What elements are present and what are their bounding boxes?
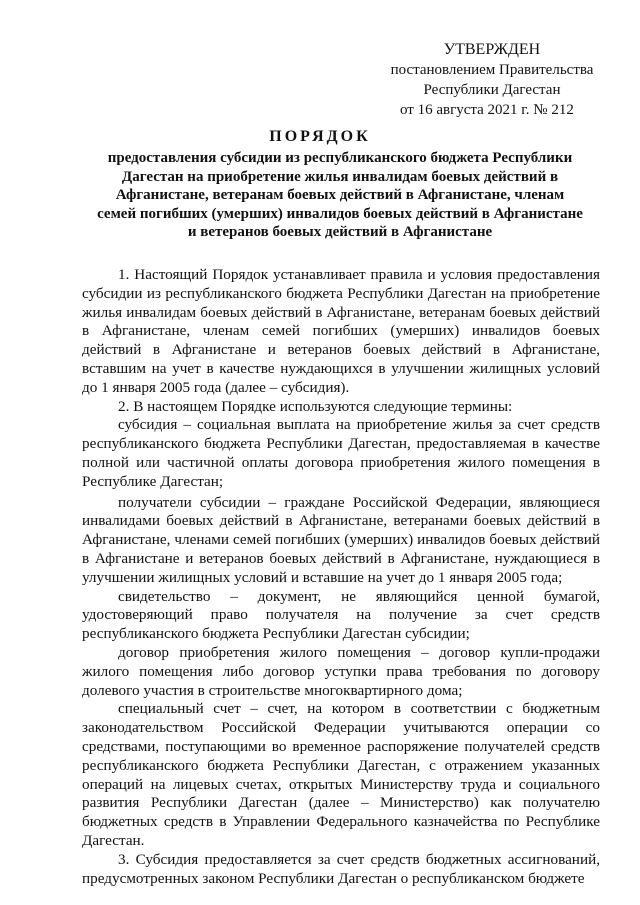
document-title: ПОРЯДОК <box>269 128 371 145</box>
paragraph-4: получатели субсидии – граждане Российской Федерации, являющиеся инвалидами боевых действий в Афганистане, ветеранами боевых действий в Афганистане, членами семей погибших (умерших) инвалидов боевых действий в Афганистане и ветеранов боевых действий в Афганистане, нуждающиеся в улучшении жилищных условий и вставшие на учет до 1 января 2005 года; <box>82 493 600 586</box>
paragraph-3: субсидия – социальная выплата на приобретение жилья за счет средств республиканского бюджета Республики Дагестан, предоставляемая в качестве полной или частичной оплаты договора приобретения жилого помещения в Республике Дагестан; <box>82 416 600 490</box>
document-body <box>82 266 600 888</box>
approval-line-2: Республики Дагестан <box>423 82 561 98</box>
paragraph-6: договор приобретения жилого помещения – договор купли-продажи жилого помещения либо договор уступки права требования по договору долевого участия в строительстве многоквартирного дома; <box>82 643 600 699</box>
approval-heading: УТВЕРЖДЕН <box>443 41 541 58</box>
paragraph-7: специальный счет – счет, на котором в соответствии с бюджетным законодательством Российской Федерации учитываются операции со средствами, поступающими во временное распоряжение получателей средств республиканского бюджета Республики Дагестан, с отражением указанных операций на лицевых счетах, открытых Министерству труда и социального развития Республики Дагестан (далее – Министерство) как получателю бюджетных средств в Управлении Федерального казначейства по Республике Дагестан. <box>82 700 600 849</box>
paragraph-8: 3. Субсидия предоставляется за счет средств бюджетных ассигнований, предусмотренных законом Республики Дагестан о республиканском бюджете <box>82 850 600 887</box>
document-subtitle: предоставления субсидии из республиканского бюджета Республики Дагестан на приобретение жилья инвалидам боевых действий в Афганистане, ветеранам боевых действий в Афганистане, членам семей погибших (умерших) инвалидов боевых действий в Афганистане и ветеранов боевых действий в Афганистане <box>97 150 583 240</box>
approval-stamp-block <box>380 40 604 120</box>
approval-date: от 16 августа 2021 г. № 212 <box>400 102 574 118</box>
paragraph-1: 1. Настоящий Порядок устанавливает правила и условия предоставления субсидии из республиканского бюджета Республики Дагестан на приобретение жилья инвалидам боевых действий в Афганистане, ветеранам боевых действий в Афганистане, членам семей погибших (умерших) инвалидов боевых действий в Афганистане и ветеранов боевых действий в Афганистане, вставшим на учет в качестве нуждающихся в улучшении жилищных условий до 1 января 2005 года (далее – субсидия). <box>82 266 600 396</box>
approval-line-1: постановлением Правительства <box>390 62 594 78</box>
paragraph-2: 2. В настоящем Порядке используются следующие термины: <box>118 397 513 415</box>
paragraph-5: свидетельство – документ, не являющийся ценной бумагой, удостоверяющий право получателя на получение за счет средств республиканского бюджета Республики Дагестан субсидии; <box>82 587 600 643</box>
